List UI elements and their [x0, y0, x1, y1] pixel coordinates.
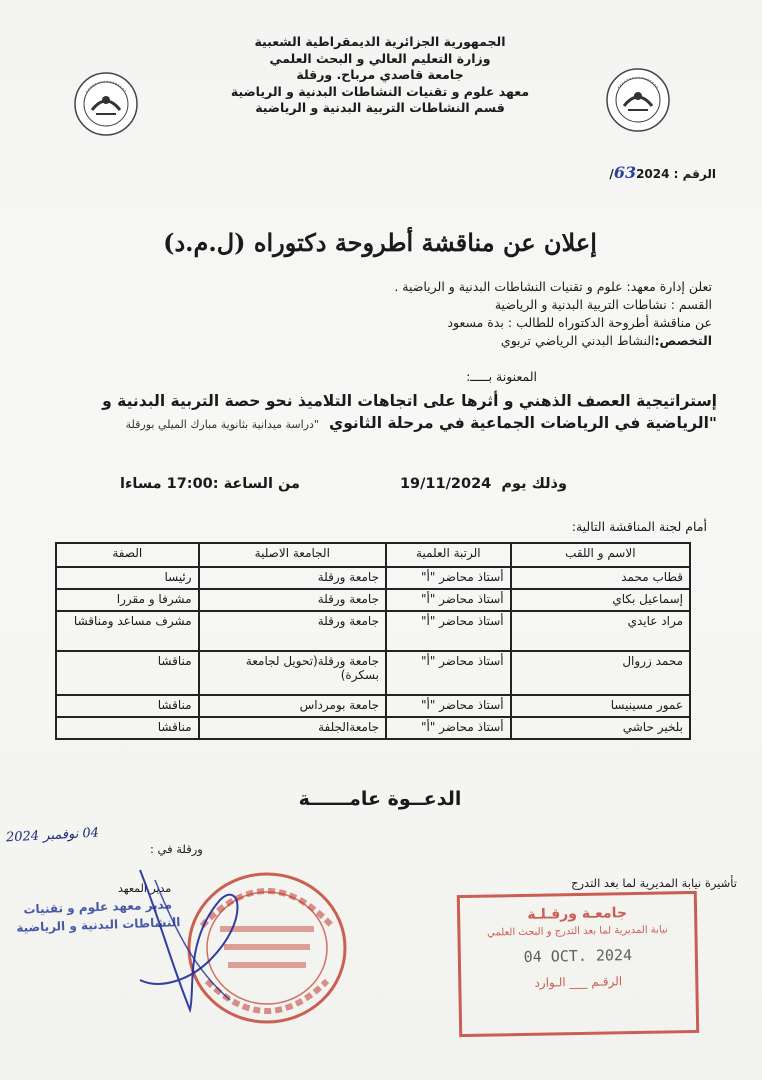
letterhead [215, 34, 545, 117]
table-row [56, 611, 690, 651]
defense-time: من الساعة :17:00 مساءا [120, 476, 300, 492]
jury-role: مناقشا [56, 695, 199, 717]
jury-name: قطاب محمد [511, 567, 690, 589]
header-name: الاسم و اللقب [511, 543, 690, 567]
header-university: الجامعة الاصلية [199, 543, 386, 567]
reference-label: الرقم : [673, 167, 716, 181]
table-row [56, 717, 690, 739]
jury-rank: أستاذ محاضر "أ" [386, 695, 511, 717]
institute-line: تعلن إدارة معهد: علوم و تقنيات النشاطات البدنية و الرياضية . [394, 279, 712, 294]
signature-icon [100, 860, 270, 1020]
jury-university: جامعة ورقلة [199, 589, 386, 611]
specialty-value: النشاط البدني الرياضي تربوي [500, 333, 655, 348]
department-line: القسم : نشاطات التربية البدنية و الرياضية [494, 297, 712, 312]
jury-role: مناقشا [56, 717, 199, 739]
header-line-ministry: وزارة التعليم العالي و البحث العلمي [269, 50, 491, 66]
jury-role: مشرفا و مقررا [56, 589, 199, 611]
jury-name: بلخير حاشي [511, 717, 690, 739]
student-prefix: عن مناقشة أطروحة الدكتوراه للطالب : [503, 315, 712, 330]
thesis-study-note: "دراسة ميدانية بثانوية مبارك الميلي بورقلة [125, 418, 319, 431]
place-date-label: ورقلة في : [150, 842, 203, 856]
jury-university: جامعة بومرداس [199, 695, 386, 717]
header-line-university: جامعة قاصدي مرباح. ورقلة [296, 67, 464, 82]
stamp-date: 04 OCT. 2024 [523, 946, 633, 966]
jury-rank: أستاذ محاضر "أ" [386, 651, 511, 695]
public-invitation: الدعــوة عامــــــة [298, 788, 462, 810]
stamp-register: الرقـم ___ الـوارد [534, 974, 623, 990]
received-stamp [457, 891, 699, 1037]
student-name: بدة مسعود [447, 315, 504, 330]
specialty-line [152, 332, 712, 350]
header-role: الصفة [56, 543, 199, 567]
thesis-title-line2-wrap [37, 412, 717, 436]
university-logo-right-icon [604, 66, 672, 134]
table-row [56, 651, 690, 695]
jury-intro: أمام لجنة المناقشة التالية: [571, 519, 707, 534]
header-rank: الرتبة العلمية [386, 543, 511, 567]
stamp-university: جامعـة ورقـلـة [527, 905, 628, 923]
jury-role: رئيسا [56, 567, 199, 589]
reference-year: 2024/ [609, 167, 670, 181]
jury-rank: أستاذ محاضر "أ" [386, 589, 511, 611]
page-title: إعلان عن مناقشة أطروحة دكتوراه (ل.م.د) [163, 228, 597, 257]
defense-date [400, 476, 567, 492]
jury-role: مشرف مساعد ومناقشا [56, 611, 199, 651]
thesis-title-line2: "الرياضية في الرياضات الجماعية في مرحلة الثانوي [328, 414, 717, 432]
jury-table [55, 542, 691, 740]
table-row [56, 695, 690, 717]
jury-university: جامعة ورقلة(تحويل لجامعة بسكرة) [199, 651, 386, 695]
student-line [152, 314, 712, 332]
specialty-label: التخصص: [654, 333, 712, 348]
jury-name: محمد زروال [511, 651, 690, 695]
header-line-department: قسم النشاطات التربية البدنية و الرياضية [255, 100, 505, 115]
thesis-subject [37, 390, 717, 436]
director-stamp: مدير معهد علوم و تقنيات النشاطات البدنية و الرياضية [16, 897, 181, 935]
thesis-title-line1: إستراتيجية العصف الذهني و أثرها على اتجاهات التلاميذ نحو حصة التربية البدنية و [102, 392, 717, 410]
titled-label: المعنونة بـــــ: [466, 369, 537, 384]
handwritten-date: 04 نوفمبر 2024 [5, 825, 100, 846]
date-value: 19/11/2024 [399, 476, 492, 492]
stamp-department: نيابة المديرية لما بعد التدرج و البحث العلمي [487, 924, 668, 939]
header-line-institute: معهد علوم و تقنيات النشاطات البدنية و الرياضية [230, 83, 530, 99]
director-label: مدير المعهد [118, 882, 172, 895]
jury-name: عمور مسينيسا [511, 695, 690, 717]
table-row [56, 567, 690, 589]
jury-name: مراد عايدي [511, 611, 690, 651]
university-logo-left-icon [72, 70, 140, 138]
table-row [56, 589, 690, 611]
jury-rank: أستاذ محاضر "أ" [386, 567, 511, 589]
jury-table-header [56, 543, 690, 567]
jury-rank: أستاذ محاضر "أ" [386, 611, 511, 651]
jury-name: إسماعيل بكاي [511, 589, 690, 611]
postgrad-visa-label: تأشيرة نيابة المديرية لما بعد التدرج [571, 876, 737, 890]
header-line-republic: الجمهورية الجزائرية الديمقراطية الشعبية [254, 34, 506, 49]
jury-university: جامعة ورقلة [199, 567, 386, 589]
reference-handwritten-number: 63 [613, 163, 637, 182]
jury-university: جامعةالجلفة [199, 717, 386, 739]
announcement-info [152, 278, 712, 350]
date-label: وذلك يوم [501, 476, 567, 492]
jury-rank: أستاذ محاضر "أ" [386, 717, 511, 739]
jury-role: مناقشا [56, 651, 199, 695]
jury-university: جامعة ورقلة [199, 611, 386, 651]
reference-number [606, 163, 716, 182]
